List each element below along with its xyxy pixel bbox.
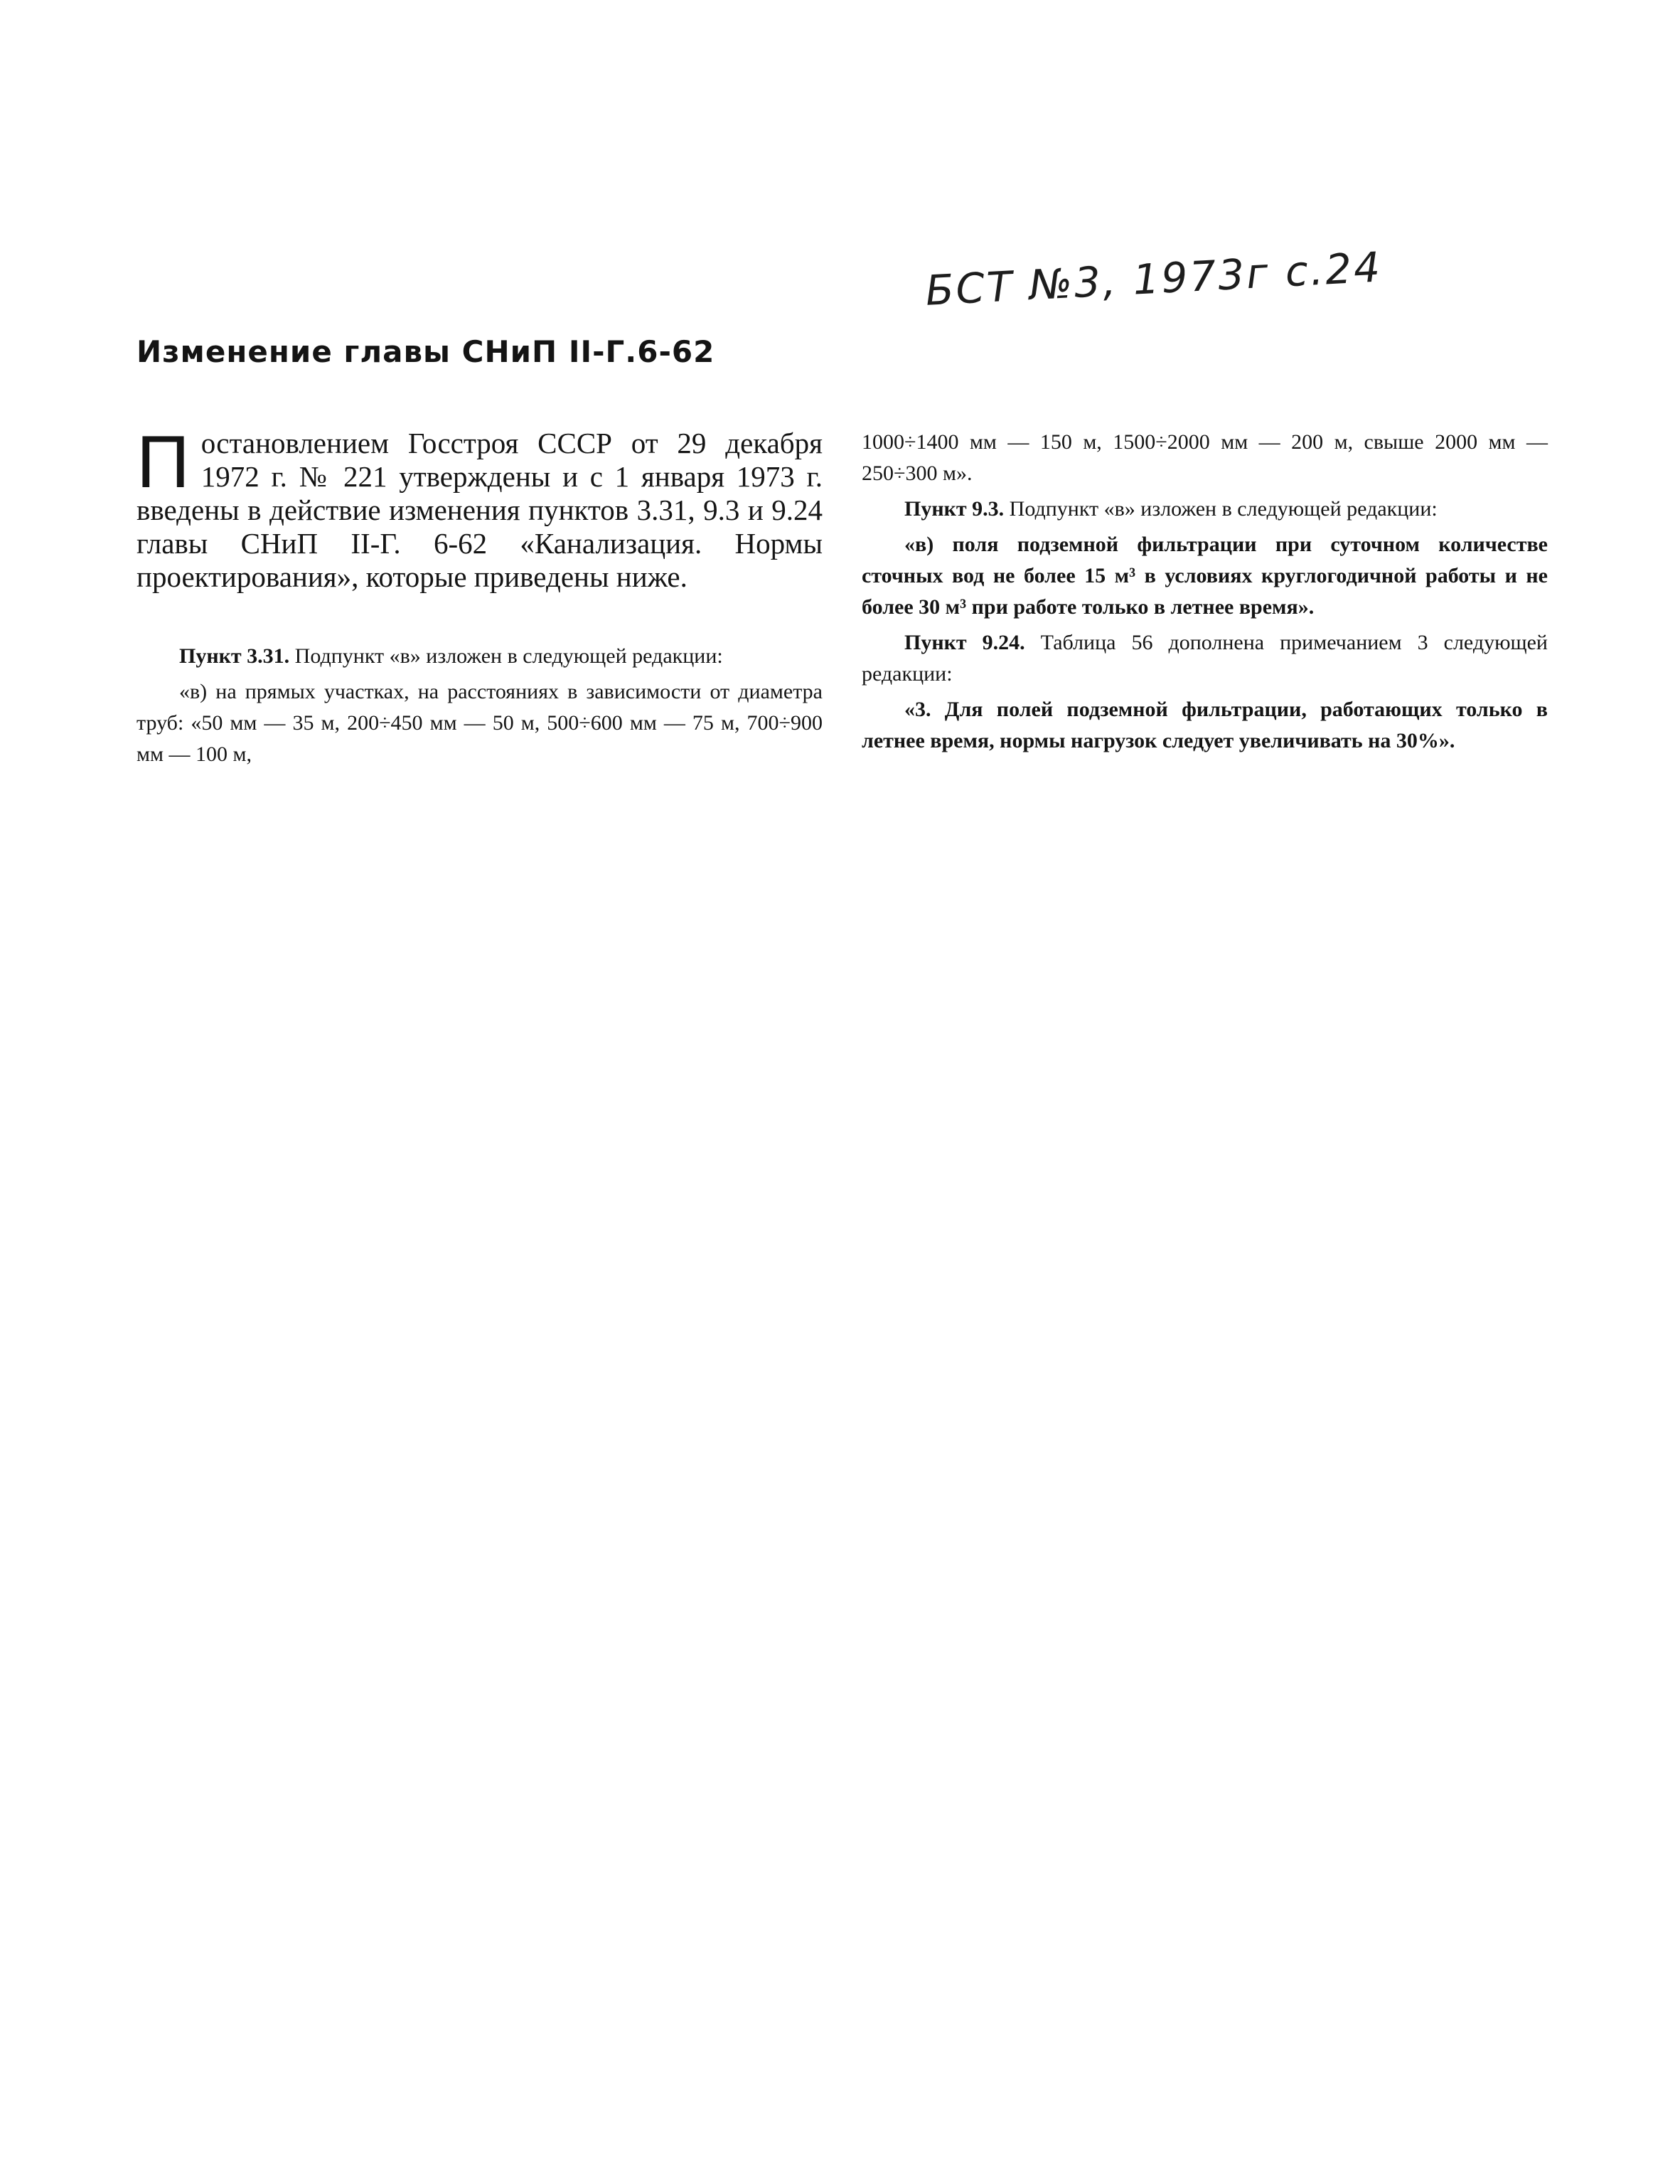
item-3-31-label: Пункт 3.31.	[179, 644, 290, 668]
item-9-3-text: «в) поля подземной фильтрации при суточном количестве сточных вод не более 15 м³ в условиях круглогодичной работы и не более 30 м³ при работе только в летнее время».	[862, 533, 1548, 619]
item-3-31-text: «в) на прямых участках, на расстояниях в зависимости от диаметра труб: «50 мм — 35 м, 200÷450 мм — 50 м, 500÷600 мм — 75 м, 700÷900 мм — 100 м,	[137, 680, 823, 766]
left-column	[137, 421, 823, 770]
right-column	[862, 427, 1548, 757]
item-3-31-heading-text: Подпункт «в» изложен в следующей редакции:	[289, 644, 723, 668]
item-3-31-continuation: 1000÷1400 мм — 150 м, 1500÷2000 мм — 200 м, свыше 2000 мм — 250÷300 м».	[862, 430, 1548, 485]
item-9-24-heading-text: Таблица 56 дополнена примечанием 3 следующей редакции:	[862, 631, 1548, 686]
handwritten-reference-note: БСТ №3, 1973г с.24	[924, 243, 1384, 315]
item-9-24-label: Пункт 9.24.	[904, 631, 1025, 654]
intro-paragraph	[137, 421, 823, 594]
intro-text: остановлением Госстроя СССР от 29 декабря 1972 г. № 221 утверждены и с 1 января 1973 г. введены в действие изменения пунктов 3.31, 9.3 и 9.24 главы СНиП II-Г. 6-62 «Канализация. Нормы проектирования», которые приведены ниже.	[137, 427, 823, 593]
item-9-24-text: «3. Для полей подземной фильтрации, работающих только в летнее время, нормы нагрузок следует увеличивать на 30%».	[862, 698, 1548, 752]
item-9-24-heading	[862, 627, 1548, 690]
item-9-3-label: Пункт 9.3.	[904, 497, 1005, 521]
document-title: Изменение главы СНиП II-Г.6-62	[137, 334, 715, 369]
item-9-3-heading	[862, 494, 1548, 525]
drop-cap: П	[137, 421, 190, 504]
item-3-31-heading	[137, 641, 823, 672]
item-9-3-heading-text: Подпункт «в» изложен в следующей редакции:	[1004, 497, 1438, 521]
